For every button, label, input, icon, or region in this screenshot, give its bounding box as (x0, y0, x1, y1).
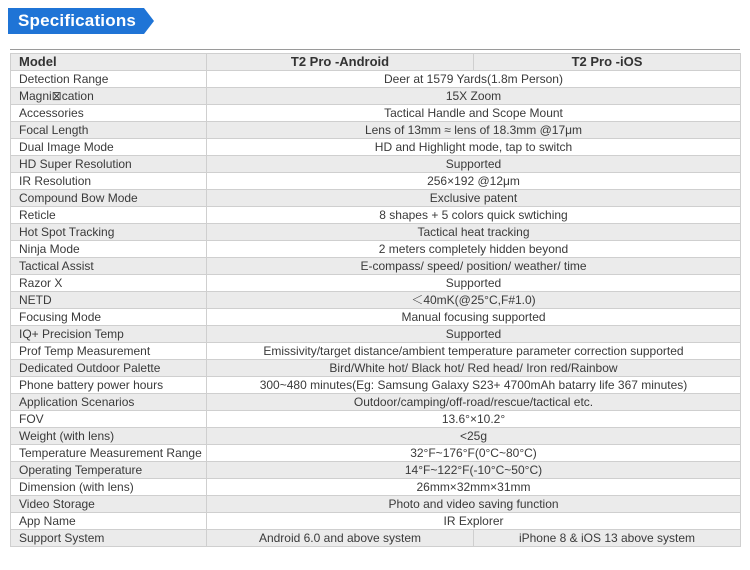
spec-label: FOV (11, 411, 207, 428)
spec-value: Tactical heat tracking (207, 224, 741, 241)
table-row (11, 411, 741, 428)
spec-label: Detection Range (11, 71, 207, 88)
spec-label: Magni⊠cation (11, 88, 207, 105)
spec-value: Tactical Handle and Scope Mount (207, 105, 741, 122)
spec-value: 14°F~122°F(-10°C~50°C) (207, 462, 741, 479)
table-row (11, 445, 741, 462)
support-ios: iPhone 8 & iOS 13 above system (474, 530, 741, 547)
spec-value: Exclusive patent (207, 190, 741, 207)
table-row (11, 173, 741, 190)
spec-value: 300~480 minutes(Eg: Samsung Galaxy S23+ 4700mAh batarry life 367 minutes) (207, 377, 741, 394)
table-row (11, 462, 741, 479)
table-row (11, 394, 741, 411)
table-row (11, 224, 741, 241)
spec-value: Photo and video saving function (207, 496, 741, 513)
spec-label: Compound Bow Mode (11, 190, 207, 207)
spec-value: 26mm×32mm×31mm (207, 479, 741, 496)
spec-label: Tactical Assist (11, 258, 207, 275)
table-row-support-system (11, 530, 741, 547)
table-row (11, 241, 741, 258)
table-row (11, 326, 741, 343)
specifications-banner (8, 8, 154, 34)
spec-label: Prof Temp Measurement (11, 343, 207, 360)
spec-label: Support System (11, 530, 207, 547)
spec-label: Dedicated Outdoor Palette (11, 360, 207, 377)
header-ios: T2 Pro -iOS (474, 54, 741, 71)
spec-label: Ninja Mode (11, 241, 207, 258)
spec-label: Focusing Mode (11, 309, 207, 326)
table-row (11, 122, 741, 139)
spec-value: Outdoor/camping/off-road/rescue/tactical etc. (207, 394, 741, 411)
spec-value: Manual focusing supported (207, 309, 741, 326)
spec-label: IQ+ Precision Temp (11, 326, 207, 343)
header-model: Model (11, 54, 207, 71)
table-row (11, 292, 741, 309)
table-row (11, 88, 741, 105)
spec-value: Emissivity/target distance/ambient temperature parameter correction supported (207, 343, 741, 360)
spec-value: 15X Zoom (207, 88, 741, 105)
spec-label: Video Storage (11, 496, 207, 513)
table-row (11, 190, 741, 207)
spec-value: Supported (207, 326, 741, 343)
spec-value: Bird/White hot/ Black hot/ Red head/ Iron red/Rainbow (207, 360, 741, 377)
spec-label: Dual Image Mode (11, 139, 207, 156)
table-row (11, 360, 741, 377)
spec-value: Supported (207, 275, 741, 292)
support-android: Android 6.0 and above system (207, 530, 474, 547)
header-divider (10, 49, 740, 50)
spec-label: IR Resolution (11, 173, 207, 190)
table-row (11, 479, 741, 496)
table-row (11, 309, 741, 326)
spec-label: Focal Length (11, 122, 207, 139)
table-row (11, 71, 741, 88)
spec-value: Lens of 13mm ≈ lens of 18.3mm @17μm (207, 122, 741, 139)
table-row (11, 377, 741, 394)
spec-value: 256×192 @12μm (207, 173, 741, 190)
table-row (11, 156, 741, 173)
spec-value: E-compass/ speed/ position/ weather/ time (207, 258, 741, 275)
specifications-table (10, 53, 741, 547)
spec-label: Razor X (11, 275, 207, 292)
spec-value: 13.6°×10.2° (207, 411, 741, 428)
table-row (11, 513, 741, 530)
spec-value: 32°F~176°F(0°C~80°C) (207, 445, 741, 462)
spec-label: Reticle (11, 207, 207, 224)
spec-label: Temperature Measurement Range (11, 445, 207, 462)
spec-label: Hot Spot Tracking (11, 224, 207, 241)
table-row (11, 275, 741, 292)
spec-value: Supported (207, 156, 741, 173)
spec-label: Weight (with lens) (11, 428, 207, 445)
table-row (11, 258, 741, 275)
spec-value: ＜40mK(@25°C,F#1.0) (207, 292, 741, 309)
spec-label: NETD (11, 292, 207, 309)
spec-value: Deer at 1579 Yards(1.8m Person) (207, 71, 741, 88)
spec-value: IR Explorer (207, 513, 741, 530)
table-header-row (11, 54, 741, 71)
spec-value: 8 shapes + 5 colors quick swtiching (207, 207, 741, 224)
table-row (11, 428, 741, 445)
table-row (11, 343, 741, 360)
spec-label: Dimension (with lens) (11, 479, 207, 496)
header-android: T2 Pro -Android (207, 54, 474, 71)
spec-value: <25g (207, 428, 741, 445)
spec-label: Accessories (11, 105, 207, 122)
spec-label: Operating Temperature (11, 462, 207, 479)
spec-label: Phone battery power hours (11, 377, 207, 394)
table-row (11, 105, 741, 122)
spec-value: HD and Highlight mode, tap to switch (207, 139, 741, 156)
spec-label: HD Super Resolution (11, 156, 207, 173)
table-row (11, 496, 741, 513)
spec-label: Application Scenarios (11, 394, 207, 411)
banner-title: Specifications (18, 11, 137, 30)
spec-value: 2 meters completely hidden beyond (207, 241, 741, 258)
table-row (11, 207, 741, 224)
table-row (11, 139, 741, 156)
spec-label: App Name (11, 513, 207, 530)
